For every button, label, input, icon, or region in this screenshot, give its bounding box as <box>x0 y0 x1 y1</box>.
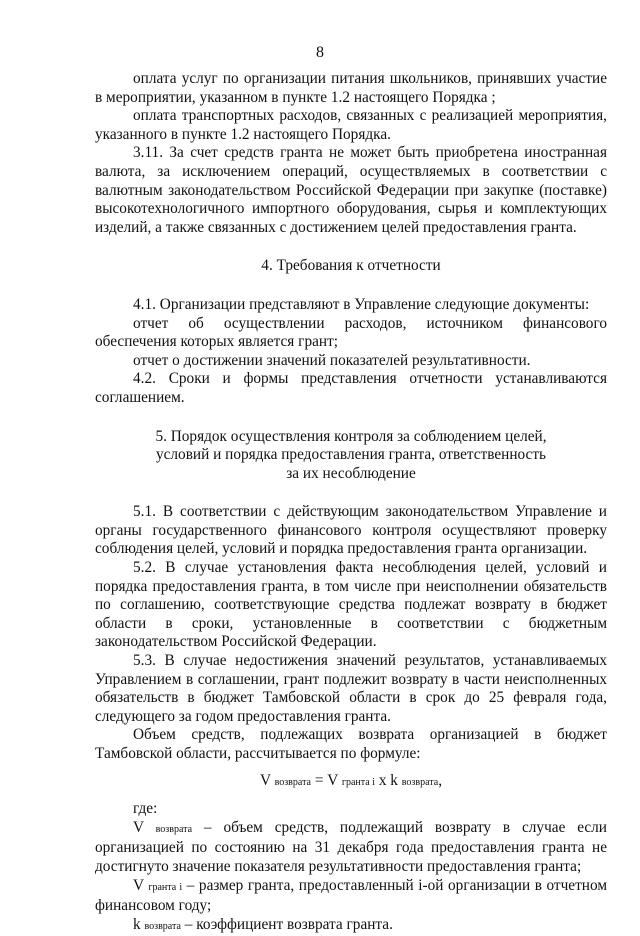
section-heading-line: условий и порядка предоставления гранта, ответственность <box>155 446 546 464</box>
paragraph: оплата услуг по организации питания школьников, принявших участие в мероприятии, указанном в пункте 1.2 настоящего Порядка ; <box>95 70 607 106</box>
section-heading-line: за их несоблюдение <box>286 464 416 482</box>
paragraph: 4.2. Сроки и формы представления отчетности устанавливаются соглашением. <box>95 370 607 406</box>
paragraph: 4.1. Организации представляют в Управление следующие документы: <box>133 295 590 313</box>
definition: k возврата – коэффициент возврата гранта. <box>133 915 393 933</box>
page-number: 8 <box>316 44 324 61</box>
definition: V гранта i – размер гранта, предоставленный i-ой организации в отчетном финансовом году; <box>95 876 607 915</box>
paragraph: отчет об осуществлении расходов, источником финансового обеспечения которых является грант; <box>95 314 607 351</box>
paragraph: оплата транспортных расходов, связанных с реализацией мероприятия, указанного в пункте 1.2 настоящего Порядка. <box>95 107 607 143</box>
paragraph: 3.11. За счет средств гранта не может быть приобретена иностранная валюта, за исключением операций, осуществляемых в соответствии с валютным законодательством Российской Федерации при закупке (поставке) высокотехнологичного импортного оборудования, сырья и комплектующих изделий, а также связанных с достижением целей предоставления гранта. <box>95 144 607 236</box>
paragraph: 5.1. В соответствии с действующим законодательством Управление и органы государственного финансового контроля осуществляют проверку соблюдения целей, условий и порядка предоставления гранта организации. <box>95 503 607 558</box>
document-body <box>95 70 607 936</box>
paragraph: отчет о достижении значений показателей результативности. <box>133 351 531 369</box>
where-label: где: <box>133 800 158 818</box>
paragraph: 5.2. В случае установления факта несоблюдения целей, условий и порядка предоставления гранта, в том числе при неисполнении обязательств по соглашению, соответствующие средства подлежат возврату в бюджет области в сроки, установленные в соответствии с бюджетным законодательством Российской Федерации. <box>95 559 607 651</box>
paragraph: Объем средств, подлежащих возврата организацией в бюджет Тамбовской области, рассчитывается по формуле: <box>95 726 607 762</box>
definition: V возврата – объем средств, подлежащий возврату в случае если организацией по состоянию на 31 декабря года предоставления гранта не достигнуто значение показателя результативности предоставления гранта; <box>95 818 607 875</box>
section-heading: 4. Требования к отчетности <box>261 257 441 275</box>
paragraph: 5.3. В случае недостижения значений результатов, устанавливаемых Управлением в соглашении, грант подлежит возврату в части неисполненных обязательств в бюджет Тамбовской области в срок до 25 февраля года, следующего за годом предоставления гранта. <box>95 652 607 725</box>
section-heading-line: 5. Порядок осуществления контроля за соблюдением целей, <box>155 427 547 445</box>
formula: V возврата = V гранта i x k возврата, <box>259 771 443 789</box>
